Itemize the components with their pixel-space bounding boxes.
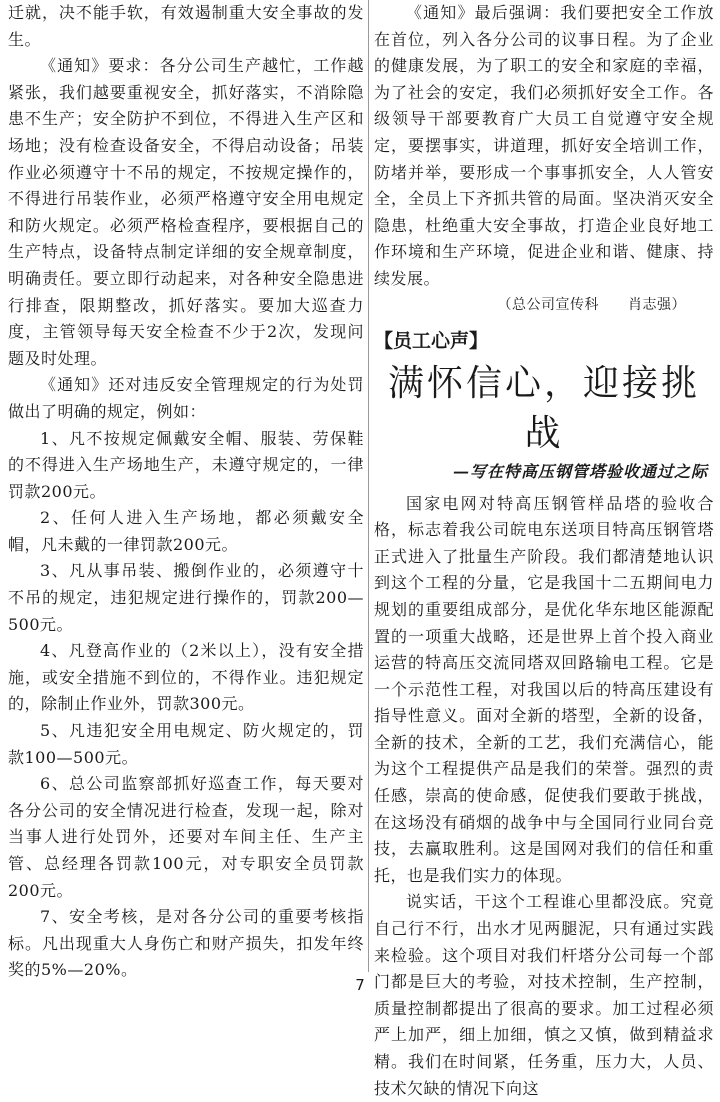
rule-item-6: 6、总公司监察部抓好巡查工作，每天要对各分公司的安全情况进行检查，发现一起，除对当事人进行处罚外，还要对车间主任、生产主管、总经理各罚款100元，对专职安全员罚款200元。 (8, 774, 364, 900)
rule-item-1: 1、凡不按规定佩戴安全帽、服装、劳保鞋的不得进入生产场地生产，未遵守规定的，一律罚款200元。 (8, 428, 364, 501)
section-label: 【员工心声】 (374, 329, 489, 352)
body-paragraph: 《通知》还对违反安全管理规定的行为处罚做出了明确的规定，例如： (8, 375, 364, 421)
rule-item-3: 3、凡从事吊装、搬倒作业的，必须遵守十不吊的规定，违犯规定进行操作的，罚款200—500元。 (8, 561, 364, 634)
rule-item-7: 7、安全考核，是对各分公司的重要考核指标。凡出现重大人身伤亡和财产损失，扣发年终奖的5%—20%。 (8, 907, 364, 980)
rule-item-2: 2、任何人进入生产场地，都必须戴安全帽，凡未戴的一律罚款200元。 (8, 508, 364, 554)
article-headline: 满怀信心，迎接挑战 (387, 362, 700, 454)
author-signature: （总公司宣传科 肖志强） (497, 296, 686, 313)
left-column (8, 0, 364, 980)
body-paragraph: 《通知》要求：各分公司生产越忙，工作越紧张，我们越要重视安全，抓好落实，不消除隐患不生产；安全防护不到位，不得进入生产区和场地；没有检查设备安全，不得启动设备；吊装作业必须遵守十不吊的规定，不按规定操作的，不得进行吊装作业，必须严格遵守安全用电规定和防火规定。必须严格检查程序，要根据自己的生产特点，设备特点制定详细的安全规章制度，明确责任。要立即行动起来，对各种安全隐患进行排查，限期整改，抓好落实。要加大巡查力度，主管领导每天安全检查不少于2次，发现问题及时处理。 (8, 56, 364, 368)
body-paragraph: 迁就，决不能手软，有效遏制重大安全事故的发生。 (8, 3, 364, 49)
page-number: 7 (355, 976, 365, 994)
rule-item-4: 4、凡登高作业的（2米以上），没有安全措施，或安全措施不到位的，不得作业。违犯规定的，除制止作业外，罚款300元。 (8, 641, 364, 714)
body-paragraph: 《通知》最后强调：我们要把安全工作放在首位，列入各分公司的议事日程。为了企业的健康发展，为了职工的安全和家庭的幸福，为了社会的安定，我们必须抓好安全工作。各级领导干部要教育广大员工自觉遵守安全规定，要摆事实，讲道理，抓好安全培训工作，防堵并举，要形成一个事事抓安全，人人管安全，全员上下齐抓共管的局面。坚决消灭安全隐患，杜绝重大安全事故，打造企业良好地工作环境和生产环境，促进企业和谐、健康、持续发展。 (374, 3, 714, 288)
article-paragraph: 说实话，干这个工程谁心里都没底。究竟自己行不行，出水才见两腿泥，只有通过实践来检验。这个项目对我们杆塔分公司每一个部门都是巨大的考验，对技术控制，生产控制，质量控制都提出了很高的要求。加工过程必须严上加严，细上加细，慎之又慎，做到精益求精。我们在时间紧，任务重，压力大，人员、技术欠缺的情况下向这 (374, 892, 714, 1098)
article-subtitle: —写在特高压钢管塔验收通过之际 (452, 461, 708, 481)
right-column (374, 0, 714, 1098)
article-paragraph: 国家电网对特高压钢管样品塔的验收合格，标志着我公司皖电东送项目特高压钢管塔正式进入了批量生产阶段。我们都清楚地认识到这个工程的分量，它是我国十二五期间电力规划的重要组成部分，是优化华东地区能源配置的一项重大战略，还是世界上首个投入商业运营的特高压交流同塔双回路输电工程。它是一个示范性工程，对我国以后的特高压建设有指导性意义。面对全新的塔型，全新的设备，全新的技术，全新的工艺，我们充满信心，能为这个工程提供产品是我们的荣誉。强烈的责任感，崇高的使命感，促使我们要敢于挑战，在这场没有硝烟的战争中与全国同行业同台竞技，去赢取胜利。这是国网对我们的信任和重托，也是我们实力的体现。 (374, 493, 714, 885)
rule-item-5: 5、凡违犯安全用电规定、防火规定的，罚款100—500元。 (8, 721, 364, 767)
column-divider (368, 0, 369, 972)
